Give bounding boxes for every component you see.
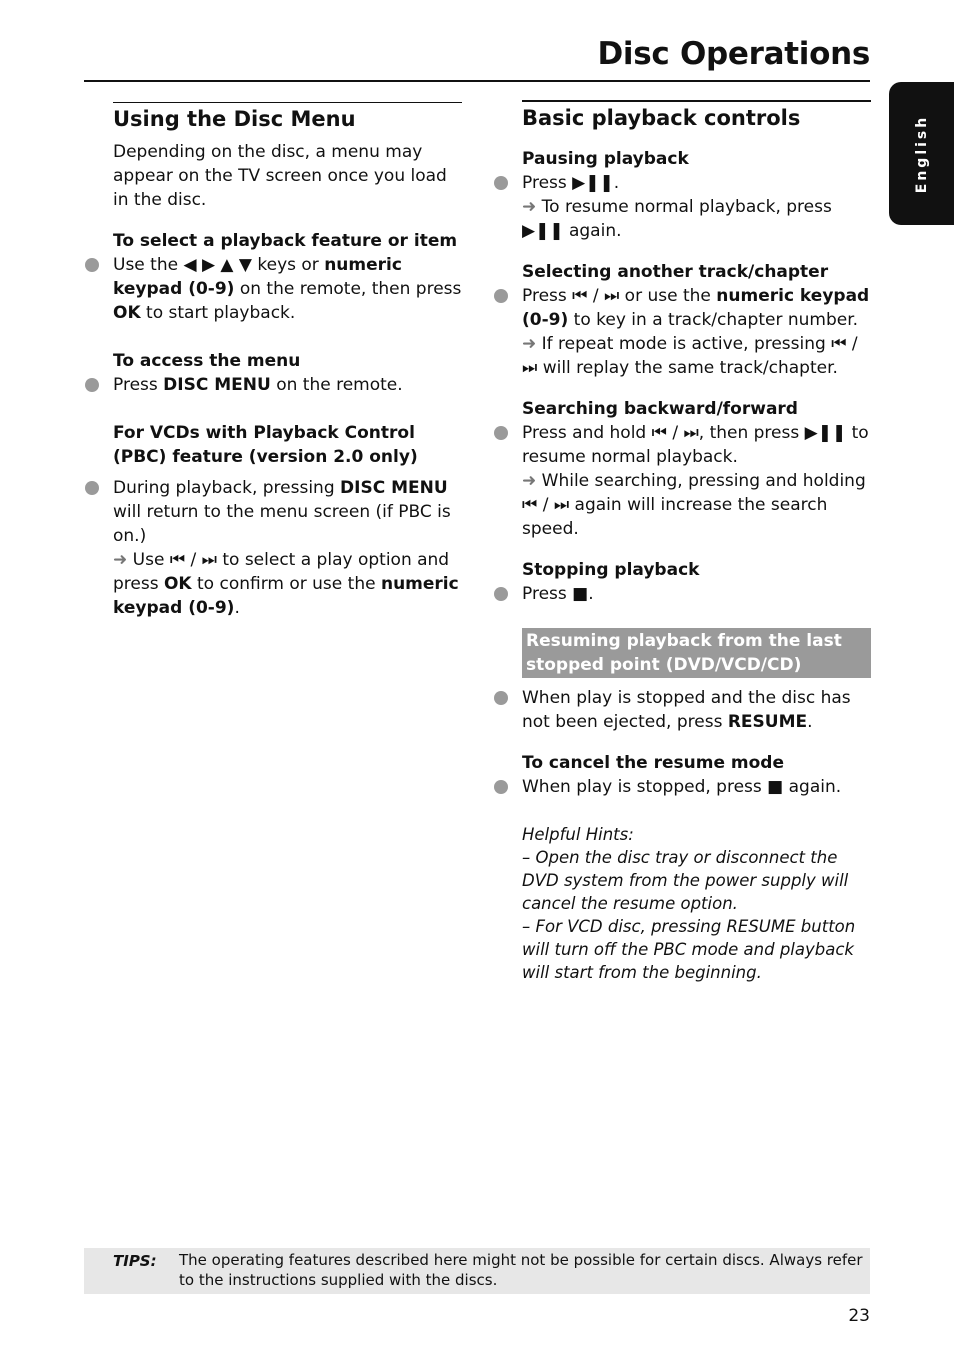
section-rule bbox=[522, 100, 871, 102]
arrow-icon: ➜ bbox=[522, 197, 537, 217]
bullet-select-track: Press ⏮ / ⏭ or use the numeric keypad (0-9) to key in a track/chapter number. ➜ If repeat mode is active, pressing ⏮ / ⏭ will replay the same track/chapter. bbox=[493, 284, 871, 380]
subheading-stopping: Stopping playback bbox=[522, 560, 700, 580]
page-title: Disc Operations bbox=[597, 36, 870, 72]
subheading-select-feature: To select a playback feature or item bbox=[113, 231, 458, 251]
tips-text: The operating features described here might not be possible for certain discs. Always refer to the instructions supplied with the discs. bbox=[179, 1251, 863, 1289]
tips-label: TIPS: bbox=[113, 1252, 157, 1270]
language-tab-label: English bbox=[913, 114, 930, 193]
bullet-dot-icon bbox=[494, 587, 508, 601]
intro-text: Depending on the disc, a menu may appear on the TV screen once you load in the disc. bbox=[113, 142, 447, 210]
bullet-dot-icon bbox=[494, 426, 508, 440]
hint-item: – Open the disc tray or disconnect the DVD system from the power supply will cancel the resume option. bbox=[522, 848, 849, 913]
subheading-searching: Searching backward/forward bbox=[522, 399, 798, 419]
arrow-icon: ➜ bbox=[522, 334, 537, 354]
subheading-cancel-resume: To cancel the resume mode bbox=[522, 753, 785, 773]
bullet-dot-icon bbox=[494, 176, 508, 190]
bullet-dot-icon bbox=[85, 481, 99, 495]
arrow-icon: ➜ bbox=[522, 471, 537, 491]
bullet-access-menu: Press DISC MENU on the remote. bbox=[84, 373, 462, 397]
page-number: 23 bbox=[848, 1306, 870, 1326]
bullet-select-feature: Use the ◀ ▶ ▲ ▼ keys or numeric keypad (0-9) on the remote, then press OK to start playback. bbox=[84, 253, 462, 325]
subheading-select-track: Selecting another track/chapter bbox=[522, 262, 829, 282]
tips-box bbox=[84, 1248, 870, 1294]
left-column bbox=[84, 102, 462, 620]
title-rule bbox=[84, 80, 870, 82]
bullet-dot-icon bbox=[85, 258, 99, 272]
bullet-vcd-pbc: During playback, pressing DISC MENU will return to the menu screen (if PBC is on.) ➜ Use ⏮ / ⏭ to select a play option and press OK to confirm or use the numeric keypad (0-9). bbox=[84, 476, 462, 620]
subheading-vcd-pbc: For VCDs with Playback Control (PBC) feature (version 2.0 only) bbox=[113, 423, 418, 467]
section-heading-playback: Basic playback controls bbox=[522, 106, 801, 130]
hints-title: Helpful Hints: bbox=[522, 825, 634, 844]
arrow-icon: ➜ bbox=[113, 550, 128, 570]
subheading-pausing: Pausing playback bbox=[522, 149, 689, 169]
bullet-stopping: Press ■. bbox=[493, 582, 871, 606]
hint-item: – For VCD disc, pressing RESUME button will turn off the PBC mode and playback will start from the beginning. bbox=[522, 917, 856, 982]
right-column bbox=[493, 100, 871, 984]
bullet-cancel-resume: When play is stopped, press ■ again. bbox=[493, 775, 871, 799]
resume-section-box: Resuming playback from the last stopped point (DVD/VCD/CD) bbox=[522, 628, 871, 678]
bullet-dot-icon bbox=[494, 289, 508, 303]
section-rule bbox=[113, 102, 462, 103]
bullet-dot-icon bbox=[494, 780, 508, 794]
subheading-access-menu: To access the menu bbox=[113, 351, 301, 371]
bullet-pausing: Press ▶❚❚. ➜ To resume normal playback, press ▶❚❚ again. bbox=[493, 171, 871, 243]
bullet-dot-icon bbox=[494, 691, 508, 705]
bullet-searching: Press and hold ⏮ / ⏭, then press ▶❚❚ to resume normal playback. ➜ While searching, pressing and holding ⏮ / ⏭ again will increase the search speed. bbox=[493, 421, 871, 541]
section-heading-disc-menu: Using the Disc Menu bbox=[113, 107, 356, 131]
language-tab bbox=[889, 82, 954, 225]
bullet-dot-icon bbox=[85, 378, 99, 392]
bullet-resume: When play is stopped and the disc has not been ejected, press RESUME. bbox=[493, 686, 871, 734]
